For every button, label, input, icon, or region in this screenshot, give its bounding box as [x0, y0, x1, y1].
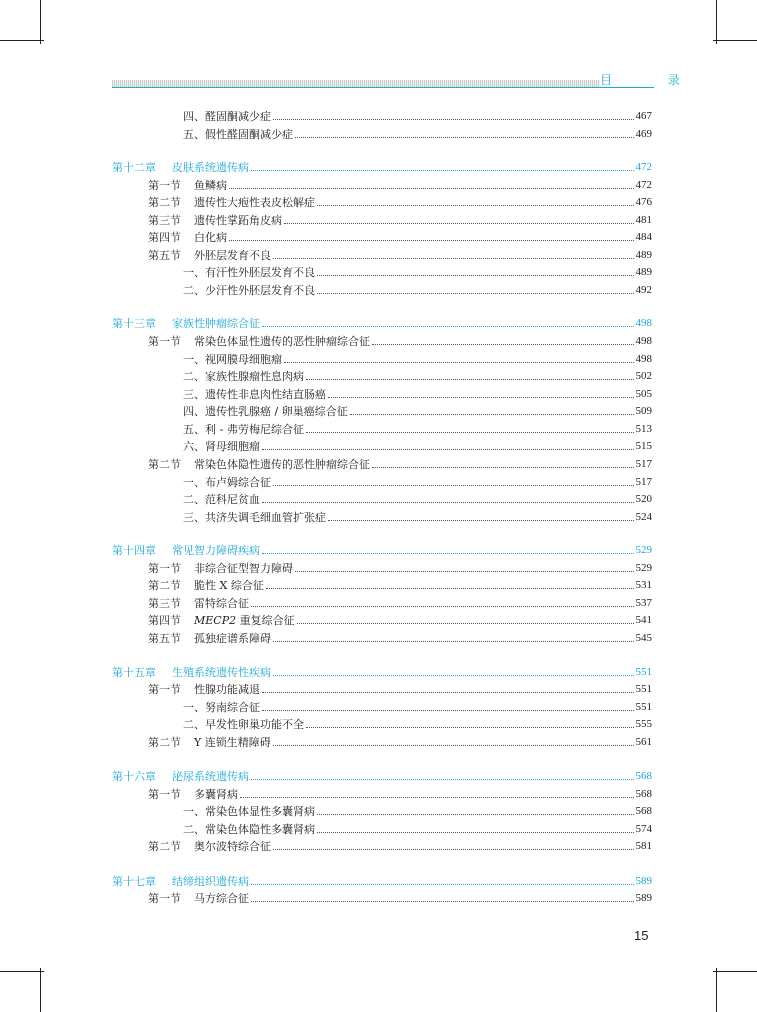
dot-leader — [306, 379, 634, 380]
section-number: 第一节 — [148, 892, 181, 905]
section-number: 第一节 — [148, 562, 181, 575]
entry-page-number: 589 — [635, 892, 652, 904]
entry-page-number: 529 — [635, 562, 652, 574]
section-title — [194, 788, 238, 801]
section-title — [194, 840, 271, 853]
section-title — [194, 196, 315, 209]
subentry-title: 五、利 - 弗劳梅尼综合征 — [183, 423, 304, 436]
entry-page-number: 467 — [635, 110, 652, 122]
entry-page-number: 481 — [635, 214, 652, 226]
dot-leader — [266, 588, 634, 589]
dot-leader — [273, 485, 634, 486]
entry-label — [112, 875, 249, 888]
toc-subentry[interactable] — [183, 698, 652, 714]
dot-leader — [251, 170, 634, 171]
entry-page-number: 520 — [635, 493, 652, 505]
section-title-text: 重复综合征 — [236, 614, 295, 627]
toc-subentry[interactable] — [183, 402, 652, 418]
subentry-title: 一、有汗性外胚层发育不良 — [183, 266, 315, 279]
section-title-text: 性腺功能减退 — [194, 683, 260, 696]
section-title — [194, 579, 264, 592]
entry-label — [148, 579, 264, 592]
dot-leader — [262, 553, 634, 554]
section-number: 第一节 — [148, 179, 181, 192]
section-title — [194, 683, 260, 696]
dot-leader — [262, 502, 634, 503]
toc-section-entry[interactable] — [148, 193, 652, 209]
dot-leader — [273, 119, 634, 120]
section-title-text: 常染色体显性遗传的恶性肿瘤综合征 — [194, 335, 370, 348]
dot-leader — [372, 467, 634, 468]
dot-leader — [273, 849, 634, 850]
toc-section-entry[interactable] — [148, 837, 652, 853]
entry-page-number: 574 — [635, 823, 652, 835]
entry-page-number: 551 — [635, 683, 652, 695]
dot-leader — [262, 692, 634, 693]
chapter-title: 结缔组织遗传病 — [172, 875, 249, 888]
entry-label — [148, 788, 238, 801]
section-title-text: 常染色体隐性遗传的恶性肿瘤综合征 — [194, 458, 370, 471]
subentry-title: 三、共济失调毛细血管扩张症 — [183, 511, 326, 524]
toc-section-entry[interactable] — [148, 176, 652, 192]
dot-leader — [317, 814, 634, 815]
section-number: 第一节 — [148, 683, 181, 696]
section-number: 第五节 — [148, 632, 181, 645]
toc-chapter-entry[interactable] — [112, 541, 652, 557]
chapter-title: 皮肤系统遗传病 — [172, 161, 249, 174]
section-title-text: 多囊肾病 — [194, 788, 238, 801]
section-title — [194, 458, 370, 471]
dot-leader — [273, 641, 634, 642]
entry-page-number: 489 — [635, 249, 652, 261]
subentry-title: 五、假性醛固酮减少症 — [183, 128, 293, 141]
entry-page-number: 581 — [635, 840, 652, 852]
section-number: 第三节 — [148, 597, 181, 610]
toc-chapter-entry[interactable] — [112, 767, 652, 783]
entry-label — [148, 196, 315, 209]
dot-leader — [317, 832, 634, 833]
toc-subentry[interactable] — [183, 350, 652, 366]
entry-label — [183, 423, 304, 436]
toc-chapter-entry[interactable] — [112, 158, 652, 174]
entry-label — [183, 511, 326, 524]
subentry-title: 二、家族性腺瘤性息肉病 — [183, 370, 304, 383]
toc-subentry[interactable] — [183, 107, 652, 123]
toc-section-entry[interactable] — [148, 332, 652, 348]
section-number: 第二节 — [148, 736, 181, 749]
dot-leader — [273, 745, 634, 746]
entry-page-number: 589 — [635, 875, 652, 887]
entry-page-number: 505 — [635, 388, 652, 400]
section-title — [194, 562, 293, 575]
dot-leader — [284, 362, 634, 363]
entry-page-number: 472 — [635, 179, 652, 191]
entry-page-number: 568 — [635, 770, 652, 782]
section-title-text: 脆性 X 综合征 — [194, 579, 264, 592]
section-title-text: 非综合征型智力障碍 — [194, 562, 293, 575]
section-number: 第四节 — [148, 614, 181, 627]
toc-subentry[interactable] — [183, 367, 652, 383]
entry-page-number: 515 — [635, 440, 652, 452]
section-number: 第三节 — [148, 214, 181, 227]
dot-leader — [350, 414, 634, 415]
toc-subentry[interactable] — [183, 473, 652, 489]
dot-leader — [284, 223, 634, 224]
toc-chapter-entry[interactable] — [112, 872, 652, 888]
toc-subentry[interactable] — [183, 508, 652, 524]
entry-label — [148, 335, 370, 348]
entry-label — [183, 266, 315, 279]
entry-label — [112, 161, 249, 174]
entry-label — [148, 214, 282, 227]
dot-leader — [251, 779, 634, 780]
entry-label — [183, 353, 282, 366]
toc-section-entry[interactable] — [148, 889, 652, 905]
page-number: 15 — [634, 928, 649, 943]
entry-label — [148, 892, 249, 905]
section-title-text: 雷特综合征 — [194, 597, 249, 610]
section-number: 第二节 — [148, 579, 181, 592]
chapter-number: 第十四章 — [112, 544, 156, 557]
toc-subentry[interactable] — [183, 490, 652, 506]
entry-label — [148, 597, 249, 610]
section-title-text: 白化病 — [194, 231, 227, 244]
dot-leader — [262, 449, 634, 450]
entry-page-number: 551 — [635, 701, 652, 713]
dot-leader — [306, 727, 634, 728]
entry-page-number: 551 — [635, 666, 652, 678]
entry-page-number: 529 — [635, 544, 652, 556]
subentry-title: 六、肾母细胞瘤 — [183, 440, 260, 453]
section-title — [194, 179, 227, 192]
dot-leader — [328, 520, 634, 521]
toc-subentry[interactable] — [183, 263, 652, 279]
chapter-number: 第十五章 — [112, 666, 156, 679]
section-title-text: 马方综合征 — [194, 892, 249, 905]
toc-subentry[interactable] — [183, 820, 652, 836]
subentry-title: 一、布卢姆综合征 — [183, 476, 271, 489]
entry-label — [183, 284, 315, 297]
section-title-text: Y 连锁生精障碍 — [194, 736, 271, 749]
toc-section-entry[interactable] — [148, 629, 652, 645]
entry-page-number: 524 — [635, 511, 652, 523]
entry-label — [148, 179, 227, 192]
entry-page-number: 502 — [635, 370, 652, 382]
toc-subentry[interactable] — [183, 385, 652, 401]
dot-leader — [262, 326, 634, 327]
section-title-text: 外胚层发育不良 — [194, 249, 271, 262]
section-title-text: 遗传性大疱性表皮松解症 — [194, 196, 315, 209]
entry-label — [183, 701, 260, 714]
toc-section-entry[interactable] — [148, 455, 652, 471]
section-title — [194, 214, 282, 227]
entry-label — [112, 770, 249, 783]
dot-leader — [372, 344, 634, 345]
subentry-title: 三、遗传性非息肉性结直肠癌 — [183, 388, 326, 401]
toc-section-entry[interactable] — [148, 559, 652, 575]
toc-section-entry[interactable] — [148, 594, 652, 610]
entry-page-number: 541 — [635, 614, 652, 626]
entry-label — [148, 840, 271, 853]
toc-section-entry[interactable] — [148, 611, 652, 627]
section-title — [194, 249, 271, 262]
entry-label — [112, 666, 271, 679]
entry-label — [148, 683, 260, 696]
entry-page-number: 568 — [635, 788, 652, 800]
section-title — [194, 736, 271, 749]
entry-page-number: 498 — [635, 335, 652, 347]
dot-leader — [262, 710, 634, 711]
dot-leader — [317, 293, 634, 294]
entry-page-number: 517 — [635, 458, 652, 470]
section-title-text: 遗传性掌跖角皮病 — [194, 214, 282, 227]
subentry-title: 二、范科尼贫血 — [183, 493, 260, 506]
subentry-title: 二、常染色体隐性多囊肾病 — [183, 823, 315, 836]
chapter-number: 第十六章 — [112, 770, 156, 783]
dot-leader — [240, 797, 634, 798]
dot-leader — [273, 675, 634, 676]
entry-page-number: 489 — [635, 266, 652, 278]
dot-leader — [297, 623, 634, 624]
toc-chapter-entry[interactable] — [112, 314, 652, 330]
dot-leader — [295, 137, 634, 138]
entry-label — [183, 476, 271, 489]
entry-page-number: 492 — [635, 284, 652, 296]
toc-section-entry[interactable] — [148, 211, 652, 227]
entry-page-number: 568 — [635, 805, 652, 817]
section-number: 第二节 — [148, 458, 181, 471]
entry-label — [183, 110, 271, 123]
subentry-title: 二、早发性卵巢功能不全 — [183, 718, 304, 731]
toc-subentry[interactable] — [183, 281, 652, 297]
dot-leader — [251, 884, 634, 885]
section-title-text: 奥尔波特综合征 — [194, 840, 271, 853]
toc-section-entry[interactable] — [148, 733, 652, 749]
page-title: 目 录 — [600, 73, 706, 87]
section-number: 第一节 — [148, 335, 181, 348]
section-title-text: 孤独症谱系障碍 — [194, 632, 271, 645]
entry-label — [183, 388, 326, 401]
toc-chapter-entry[interactable] — [112, 663, 652, 679]
entry-page-number: 469 — [635, 128, 652, 140]
entry-label — [112, 317, 260, 330]
entry-label — [183, 370, 304, 383]
entry-label — [183, 440, 260, 453]
section-number: 第二节 — [148, 840, 181, 853]
section-title — [194, 231, 227, 244]
toc-section-entry[interactable] — [148, 785, 652, 801]
entry-page-number: 555 — [635, 718, 652, 730]
chapter-title: 常见智力障碍疾病 — [172, 544, 260, 557]
toc-section-entry[interactable] — [148, 228, 652, 244]
chapter-number: 第十二章 — [112, 161, 156, 174]
section-number: 第一节 — [148, 788, 181, 801]
dot-leader — [306, 432, 634, 433]
dot-leader — [251, 606, 634, 607]
dot-leader — [251, 901, 634, 902]
entry-page-number: 498 — [635, 317, 652, 329]
entry-label — [148, 249, 271, 262]
section-title-text: 鱼鳞病 — [194, 179, 227, 192]
subentry-title: 一、常染色体显性多囊肾病 — [183, 805, 315, 818]
section-title — [194, 597, 249, 610]
section-title — [194, 614, 295, 627]
entry-label — [148, 562, 293, 575]
subentry-title: 四、醛固酮减少症 — [183, 110, 271, 123]
entry-page-number: 545 — [635, 632, 652, 644]
toc-subentry[interactable] — [183, 437, 652, 453]
entry-page-number: 472 — [635, 161, 652, 173]
entry-page-number: 531 — [635, 579, 652, 591]
section-number: 第四节 — [148, 231, 181, 244]
section-title — [194, 632, 271, 645]
entry-page-number: 517 — [635, 476, 652, 488]
subentry-title: 一、视网膜母细胞瘤 — [183, 353, 282, 366]
section-title — [194, 892, 249, 905]
subentry-title: 二、少汗性外胚层发育不良 — [183, 284, 315, 297]
dot-leader — [317, 205, 634, 206]
entry-label — [148, 231, 227, 244]
dot-leader — [273, 258, 634, 259]
dot-leader — [317, 275, 634, 276]
toc-subentry[interactable] — [183, 125, 652, 141]
entry-label — [148, 632, 271, 645]
dot-leader — [229, 240, 634, 241]
entry-page-number: 484 — [635, 231, 652, 243]
chapter-title: 泌尿系统遗传病 — [172, 770, 249, 783]
section-title — [194, 335, 370, 348]
entry-page-number: 561 — [635, 736, 652, 748]
entry-page-number: 476 — [635, 196, 652, 208]
entry-page-number: 513 — [635, 423, 652, 435]
entry-label — [183, 128, 293, 141]
dot-leader — [295, 571, 634, 572]
entry-page-number: 498 — [635, 353, 652, 365]
section-title-gene: MECP2 — [194, 614, 237, 627]
entry-label — [183, 823, 315, 836]
entry-label — [148, 458, 370, 471]
entry-label — [112, 544, 260, 557]
entry-page-number: 537 — [635, 597, 652, 609]
toc-subentry[interactable] — [183, 715, 652, 731]
toc-subentry[interactable] — [183, 802, 652, 818]
entry-label — [183, 405, 348, 418]
toc-section-entry[interactable] — [148, 576, 652, 592]
section-number: 第二节 — [148, 196, 181, 209]
entry-label — [183, 493, 260, 506]
toc-section-entry[interactable] — [148, 246, 652, 262]
chapter-title: 家族性肿瘤综合征 — [172, 317, 260, 330]
toc-section-entry[interactable] — [148, 680, 652, 696]
entry-label — [148, 736, 271, 749]
entry-label — [148, 614, 295, 627]
section-number: 第五节 — [148, 249, 181, 262]
toc-subentry[interactable] — [183, 420, 652, 436]
subentry-title: 一、努南综合征 — [183, 701, 260, 714]
chapter-number: 第十七章 — [112, 875, 156, 888]
chapter-number: 第十三章 — [112, 317, 156, 330]
entry-label — [183, 718, 304, 731]
chapter-title: 生殖系统遗传性疾病 — [172, 666, 271, 679]
entry-label — [183, 805, 315, 818]
subentry-title: 四、遗传性乳腺癌 / 卵巢癌综合征 — [183, 405, 348, 418]
dot-leader — [328, 397, 634, 398]
entry-page-number: 509 — [635, 405, 652, 417]
dot-leader — [229, 188, 634, 189]
